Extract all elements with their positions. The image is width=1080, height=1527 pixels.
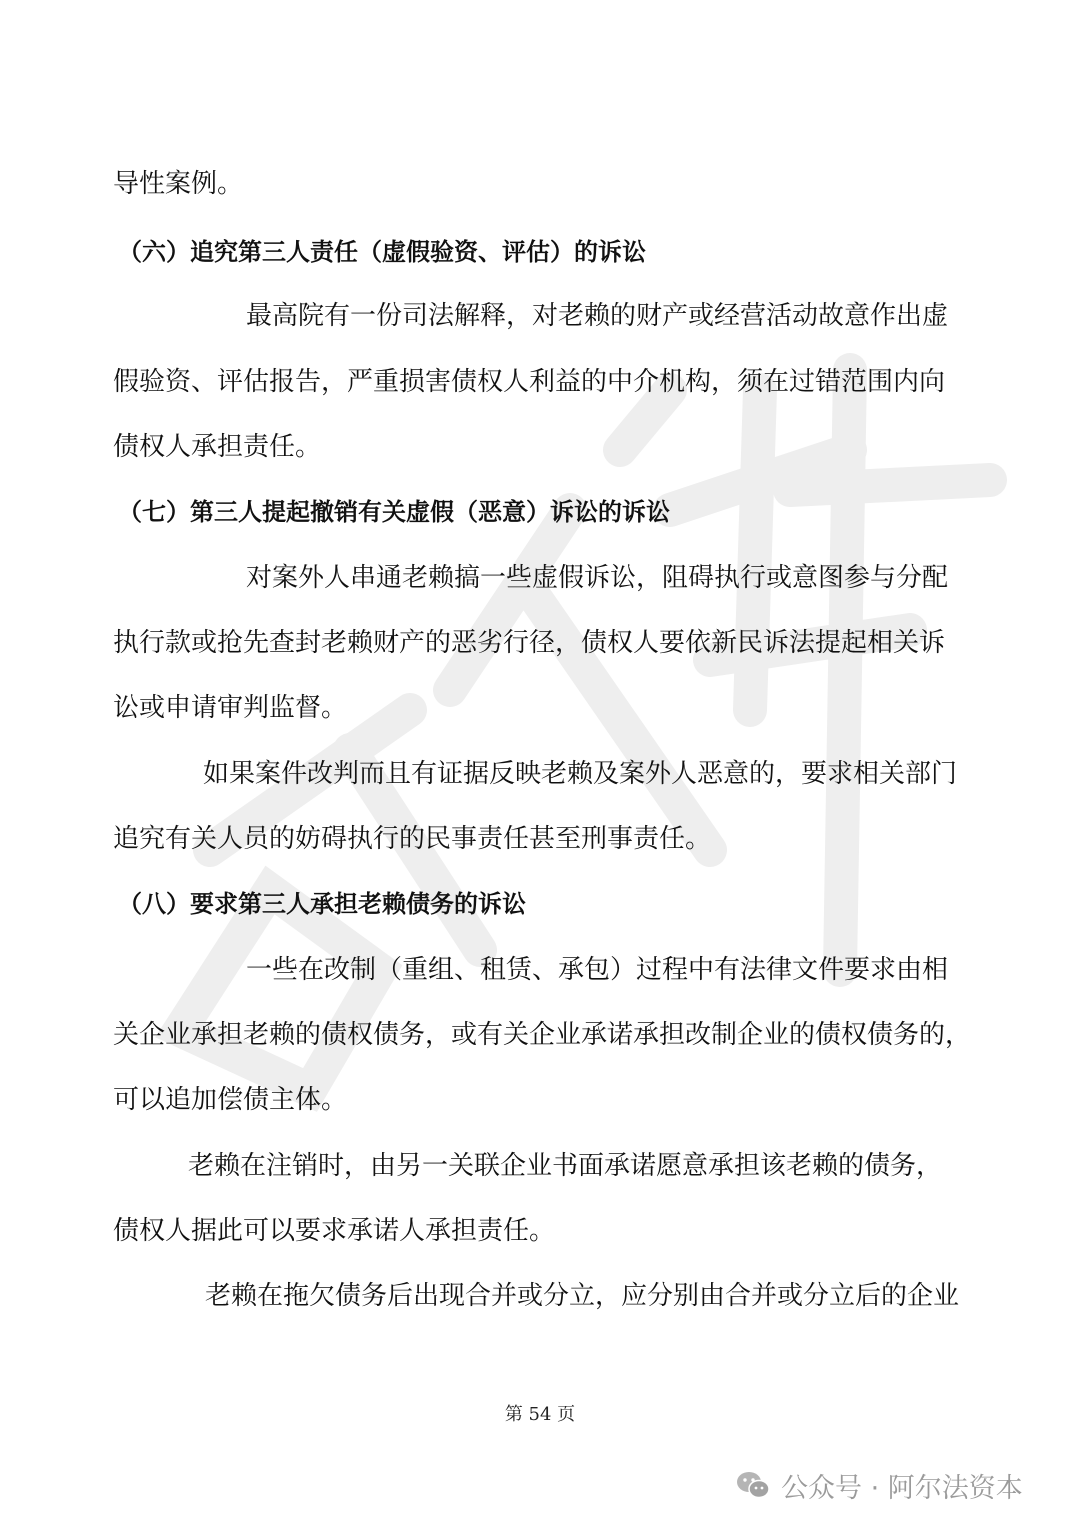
body-line: 关企业承担老赖的债权债务，或有关企业承诺承担改制企业的债权债务的， xyxy=(113,1020,972,1050)
body-line: 追究有关人员的妨碍执行的民事责任甚至刑事责任。 xyxy=(113,824,712,854)
body-line: 导性案例。 xyxy=(113,169,244,199)
wechat-icon xyxy=(735,1470,771,1500)
body-line: 最高院有一份司法解释，对老赖的财产或经营活动故意作出虚 xyxy=(246,301,949,331)
body-line: 债权人据此可以要求承诺人承担责任。 xyxy=(113,1216,556,1246)
body-line: 如果案件改判而且有证据反映老赖及案外人恶意的，要求相关部门 xyxy=(203,759,958,789)
section-heading-7: （七）第三人提起撤销有关虚假（恶意）诉讼的诉讼 xyxy=(118,498,670,526)
body-line: 债权人承担责任。 xyxy=(113,432,322,462)
body-line: 可以追加偿债主体。 xyxy=(113,1085,348,1115)
body-line: 假验资、评估报告，严重损害债权人利益的中介机构，须在过错范围内向 xyxy=(113,367,946,397)
body-line: 执行款或抢先查封老赖财产的恶劣行径，债权人要依新民诉法提起相关诉 xyxy=(113,628,946,658)
page-number: 第 54 页 xyxy=(504,1404,576,1425)
section-heading-8: （八）要求第三人承担老赖债务的诉讼 xyxy=(118,890,526,918)
body-line: 讼或申请审判监督。 xyxy=(113,693,348,723)
section-heading-6: （六）追究第三人责任（虚假验资、评估）的诉讼 xyxy=(118,238,646,266)
footer-text: 公众号 · 阿尔法资本 xyxy=(781,1472,1023,1504)
body-line: 老赖在注销时，由另一关联企业书面承诺愿意承担该老赖的债务， xyxy=(188,1151,943,1181)
body-line: 对案外人串通老赖搞一些虚假诉讼，阻碍执行或意图参与分配 xyxy=(246,563,949,593)
footer-attribution xyxy=(735,1465,1023,1505)
body-line: 一些在改制（重组、租赁、承包）过程中有法律文件要求由相 xyxy=(246,955,949,985)
body-line: 老赖在拖欠债务后出现合并或分立，应分别由合并或分立后的企业 xyxy=(205,1281,960,1311)
